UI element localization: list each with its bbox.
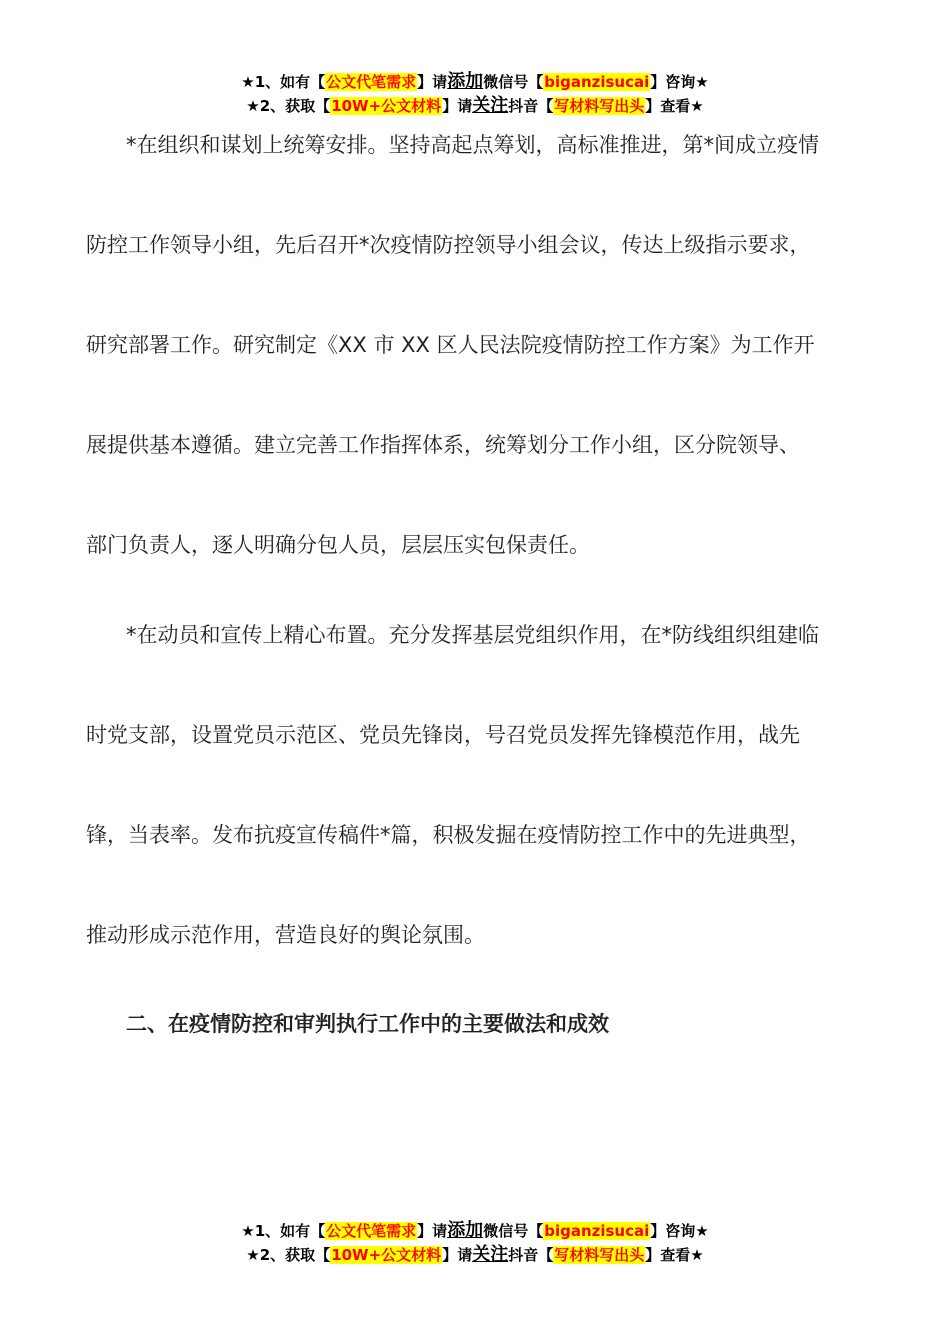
paragraph-line: *在组织和谋划上统筹安排。坚持高起点筹划，高标准推进，第*间成立疫情: [126, 133, 819, 157]
banner-highlight-service: 公文代笔需求: [326, 1222, 417, 1240]
paragraph-line: 锋，当表率。发布抗疫宣传稿件*篇，积极发掘在疫情防控工作中的先进典型，: [86, 823, 811, 847]
section-heading: 二、在疫情防控和审判执行工作中的主要做法和成效: [126, 1012, 609, 1036]
banner-highlight-wechat-id: biganzisucai: [544, 1222, 650, 1240]
paragraph-line: 研究部署工作。研究制定《XX 市 XX 区人民法院疫情防控工作方案》为工作开: [86, 333, 815, 357]
paragraph-mobilization: [86, 585, 866, 985]
banner-highlight-wechat-id: biganzisucai: [544, 73, 650, 91]
paragraph-organization: [86, 95, 866, 595]
paragraph-line: 部门负责人，逐人明确分包人员，层层压实包保责任。: [86, 533, 590, 557]
banner-highlight-douyin: 写材料写出头: [554, 97, 645, 115]
paragraph-line: 时党支部，设置党员示范区、党员先锋岗，号召党员发挥先锋模范作用，战先: [86, 723, 800, 747]
banner-highlight-materials: 10W+公文材料: [331, 1246, 442, 1264]
banner-line-1: ★1、如有【公文代笔需求】请添加微信号【biganzisucai】咨询★: [241, 1220, 709, 1241]
footer-banner: [0, 1219, 950, 1267]
banner-highlight-douyin: 写材料写出头: [554, 1246, 645, 1264]
banner-highlight-materials: 10W+公文材料: [331, 97, 442, 115]
banner-line-2: ★2、获取【10W+公文材料】请关注抖音【写材料写出头】查看★: [246, 1244, 704, 1265]
paragraph-line: 防控工作领导小组，先后召开*次疫情防控领导小组会议，传达上级指示要求，: [86, 233, 811, 257]
banner-highlight-service: 公文代笔需求: [326, 73, 417, 91]
banner-line-1: ★1、如有【公文代笔需求】请添加微信号【biganzisucai】咨询★: [241, 71, 709, 92]
paragraph-line: 推动形成示范作用，营造良好的舆论氛围。: [86, 923, 485, 947]
paragraph-line: *在动员和宣传上精心布置。充分发挥基层党组织作用，在*防线组织组建临: [126, 623, 819, 647]
banner-line-2: ★2、获取【10W+公文材料】请关注抖音【写材料写出头】查看★: [246, 95, 704, 116]
paragraph-line: 展提供基本遵循。建立完善工作指挥体系，统筹划分工作小组，区分院领导、: [86, 433, 800, 457]
